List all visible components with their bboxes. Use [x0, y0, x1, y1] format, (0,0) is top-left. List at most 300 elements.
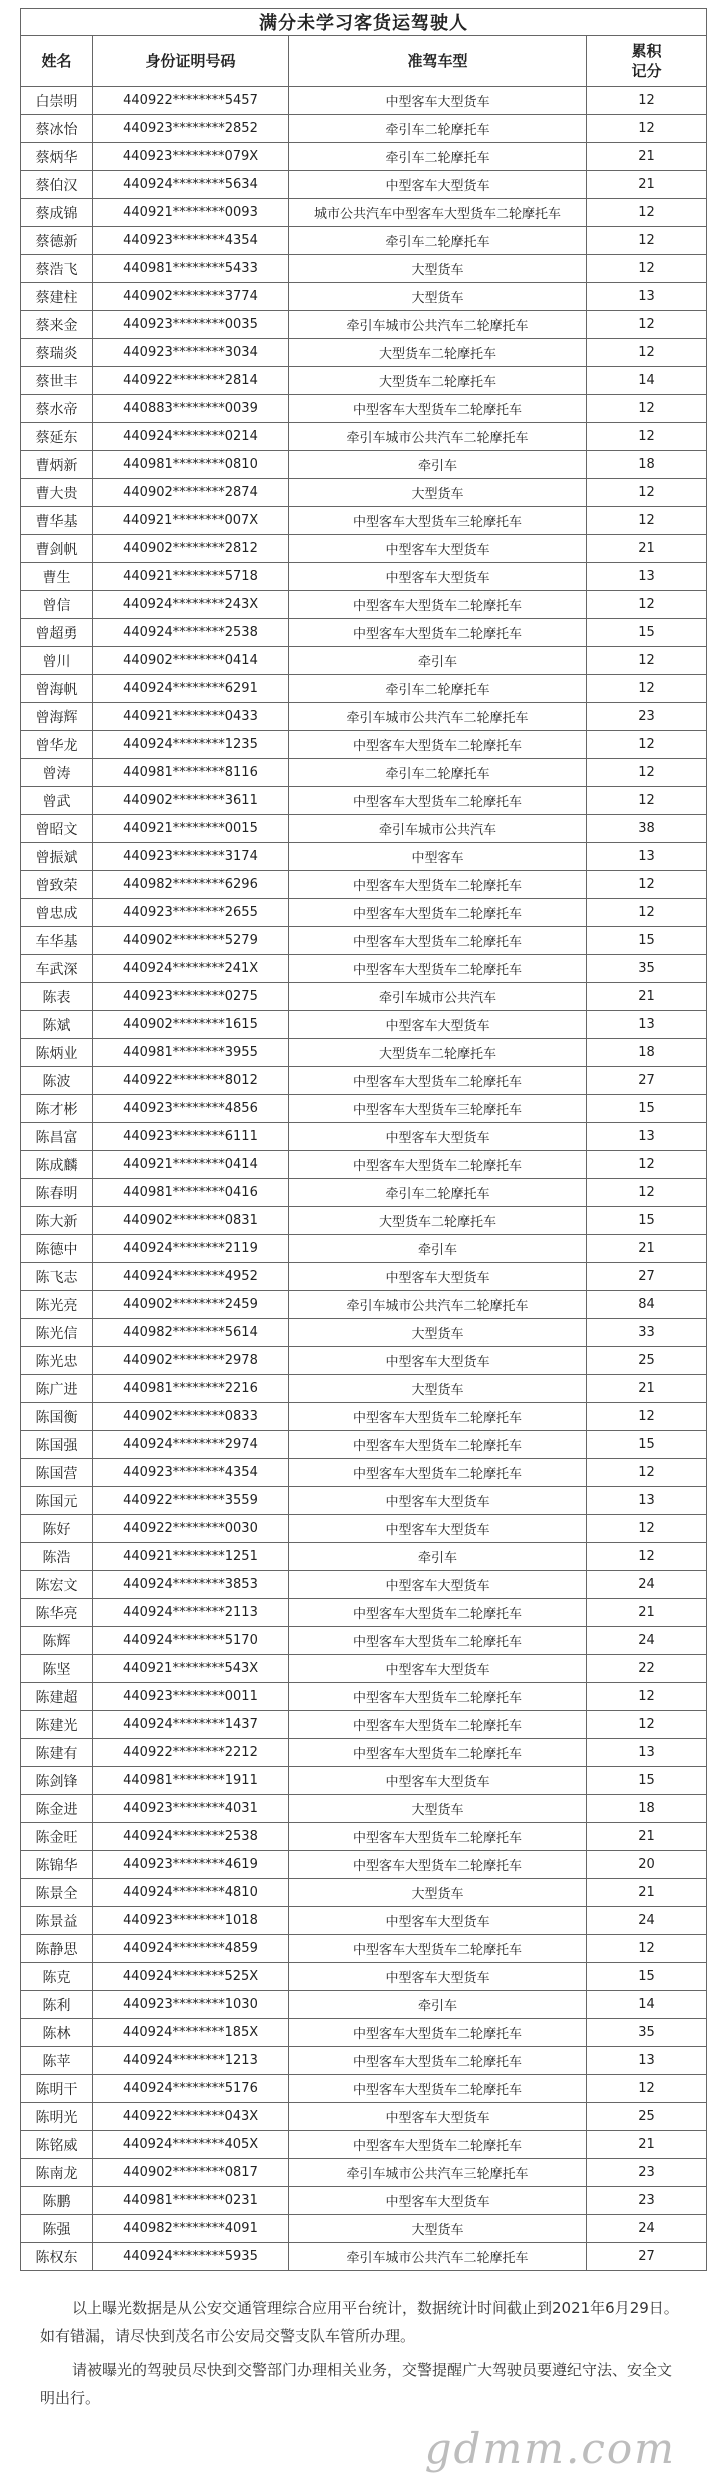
table-row	[21, 1515, 707, 1543]
cell-name: 陈昌富	[21, 1123, 93, 1151]
cell-name: 陈建超	[21, 1683, 93, 1711]
cell-id-number: 440982********6296	[93, 871, 289, 899]
cell-vehicle-class: 中型客车大型货车二轮摩托车	[289, 871, 587, 899]
cell-id-number: 440921********0433	[93, 703, 289, 731]
cell-id-number: 440923********4031	[93, 1795, 289, 1823]
cell-name: 蔡水帝	[21, 395, 93, 423]
table-row	[21, 983, 707, 1011]
cell-id-number: 440924********2538	[93, 619, 289, 647]
cell-vehicle-class: 牵引车二轮摩托车	[289, 143, 587, 171]
cell-points: 20	[587, 1851, 707, 1879]
cell-vehicle-class: 牵引车	[289, 1235, 587, 1263]
cell-points: 84	[587, 1291, 707, 1319]
table-row	[21, 367, 707, 395]
cell-vehicle-class: 牵引车城市公共汽车三轮摩托车	[289, 2159, 587, 2187]
table-row	[21, 1487, 707, 1515]
table-row	[21, 1347, 707, 1375]
cell-points: 12	[587, 759, 707, 787]
cell-vehicle-class: 中型客车大型货车二轮摩托车	[289, 927, 587, 955]
table-row	[21, 591, 707, 619]
cell-points: 13	[587, 1123, 707, 1151]
cell-points: 12	[587, 87, 707, 115]
cell-name: 蔡建柱	[21, 283, 93, 311]
note-data-source: 以上曝光数据是从公安交通管理综合应用平台统计，数据统计时间截止到2021年6月29日。如有错漏，请尽快到茂名市公安局交警支队车管所办理。	[40, 2299, 679, 2345]
cell-id-number: 440902********2459	[93, 1291, 289, 1319]
cell-points: 12	[587, 395, 707, 423]
cell-id-number: 440981********3955	[93, 1039, 289, 1067]
cell-vehicle-class: 中型客车大型货车二轮摩托车	[289, 2019, 587, 2047]
cell-id-number: 440924********1213	[93, 2047, 289, 2075]
table-row	[21, 1627, 707, 1655]
cell-vehicle-class: 中型客车大型货车二轮摩托车	[289, 1459, 587, 1487]
cell-name: 陈炳业	[21, 1039, 93, 1067]
cell-points: 12	[587, 647, 707, 675]
table-row	[21, 927, 707, 955]
cell-id-number: 440922********3559	[93, 1487, 289, 1515]
cell-vehicle-class: 中型客车大型货车二轮摩托车	[289, 2075, 587, 2103]
cell-points: 13	[587, 1739, 707, 1767]
cell-vehicle-class: 中型客车大型货车	[289, 2103, 587, 2131]
cell-vehicle-class: 大型货车二轮摩托车	[289, 1039, 587, 1067]
cell-id-number: 440902********2874	[93, 479, 289, 507]
table-row	[21, 143, 707, 171]
cell-name: 蔡延东	[21, 423, 93, 451]
cell-id-number: 440924********241X	[93, 955, 289, 983]
roster-table	[20, 8, 707, 2271]
cell-points: 12	[587, 1543, 707, 1571]
table-row	[21, 255, 707, 283]
cell-name: 曾超勇	[21, 619, 93, 647]
cell-points: 12	[587, 1711, 707, 1739]
cell-name: 曹生	[21, 563, 93, 591]
cell-vehicle-class: 中型客车大型货车二轮摩托车	[289, 591, 587, 619]
cell-id-number: 440902********1615	[93, 1011, 289, 1039]
cell-name: 陈大新	[21, 1207, 93, 1235]
cell-points: 12	[587, 423, 707, 451]
cell-name: 陈静思	[21, 1935, 93, 1963]
cell-name: 陈斌	[21, 1011, 93, 1039]
cell-points: 12	[587, 871, 707, 899]
table-row	[21, 1711, 707, 1739]
cell-points: 27	[587, 1263, 707, 1291]
cell-points: 12	[587, 227, 707, 255]
cell-points: 13	[587, 2047, 707, 2075]
cell-vehicle-class: 大型货车	[289, 1795, 587, 1823]
cell-name: 陈明干	[21, 2075, 93, 2103]
cell-vehicle-class: 大型货车	[289, 1319, 587, 1347]
cell-name: 曾海辉	[21, 703, 93, 731]
cell-id-number: 440922********043X	[93, 2103, 289, 2131]
cell-name: 曾信	[21, 591, 93, 619]
cell-points: 15	[587, 1767, 707, 1795]
cell-name: 陈华亮	[21, 1599, 93, 1627]
cell-vehicle-class: 中型客车大型货车	[289, 2187, 587, 2215]
cell-id-number: 440921********0414	[93, 1151, 289, 1179]
cell-name: 陈林	[21, 2019, 93, 2047]
cell-points: 15	[587, 927, 707, 955]
cell-points: 12	[587, 731, 707, 759]
cell-id-number: 440924********525X	[93, 1963, 289, 1991]
cell-vehicle-class: 牵引车城市公共汽车二轮摩托车	[289, 1291, 587, 1319]
cell-points: 13	[587, 283, 707, 311]
cell-name: 陈金旺	[21, 1823, 93, 1851]
cell-name: 陈春明	[21, 1179, 93, 1207]
cell-name: 陈宏文	[21, 1571, 93, 1599]
roster-body	[21, 87, 707, 2271]
table-row	[21, 1011, 707, 1039]
table-row	[21, 731, 707, 759]
cell-id-number: 440923********0011	[93, 1683, 289, 1711]
cell-vehicle-class: 大型货车二轮摩托车	[289, 339, 587, 367]
cell-name: 曾致荣	[21, 871, 93, 899]
cell-points: 12	[587, 1403, 707, 1431]
cell-id-number: 440923********6111	[93, 1123, 289, 1151]
cell-vehicle-class: 中型客车大型货车	[289, 1011, 587, 1039]
cell-name: 陈德中	[21, 1235, 93, 1263]
cell-id-number: 440981********2216	[93, 1375, 289, 1403]
cell-vehicle-class: 牵引车城市公共汽车二轮摩托车	[289, 2243, 587, 2271]
cell-vehicle-class: 中型客车大型货车	[289, 87, 587, 115]
cell-vehicle-class: 中型客车大型货车二轮摩托车	[289, 1935, 587, 1963]
table-row	[21, 423, 707, 451]
cell-name: 陈坚	[21, 1655, 93, 1683]
cell-name: 陈景益	[21, 1907, 93, 1935]
cell-id-number: 440924********5634	[93, 171, 289, 199]
cell-points: 25	[587, 1347, 707, 1375]
table-title: 满分未学习客货运驾驶人	[21, 9, 707, 36]
cell-id-number: 440924********2113	[93, 1599, 289, 1627]
table-row	[21, 675, 707, 703]
cell-vehicle-class: 牵引车二轮摩托车	[289, 759, 587, 787]
cell-name: 陈国衡	[21, 1403, 93, 1431]
cell-points: 13	[587, 563, 707, 591]
cell-points: 13	[587, 1011, 707, 1039]
cell-points: 12	[587, 199, 707, 227]
cell-vehicle-class: 中型客车大型货车二轮摩托车	[289, 619, 587, 647]
cell-points: 21	[587, 1823, 707, 1851]
site-watermark: gdmm.com	[424, 2424, 676, 2473]
table-row	[21, 535, 707, 563]
table-row	[21, 1207, 707, 1235]
cell-name: 陈强	[21, 2215, 93, 2243]
cell-id-number: 440902********0414	[93, 647, 289, 675]
table-row	[21, 115, 707, 143]
cell-id-number: 440923********0275	[93, 983, 289, 1011]
cell-vehicle-class: 中型客车大型货车	[289, 535, 587, 563]
table-row	[21, 2215, 707, 2243]
cell-name: 车武深	[21, 955, 93, 983]
cell-name: 曾涛	[21, 759, 93, 787]
table-row	[21, 227, 707, 255]
cell-name: 曾海帆	[21, 675, 93, 703]
cell-vehicle-class: 中型客车大型货车二轮摩托车	[289, 1403, 587, 1431]
cell-id-number: 440924********0214	[93, 423, 289, 451]
cell-name: 陈国强	[21, 1431, 93, 1459]
cell-name: 蔡德新	[21, 227, 93, 255]
cell-name: 陈辉	[21, 1627, 93, 1655]
cell-name: 陈金进	[21, 1795, 93, 1823]
cell-id-number: 440922********8012	[93, 1067, 289, 1095]
cell-name: 蔡浩飞	[21, 255, 93, 283]
cell-vehicle-class: 牵引车城市公共汽车二轮摩托车	[289, 311, 587, 339]
table-row	[21, 1179, 707, 1207]
cell-name: 陈光忠	[21, 1347, 93, 1375]
cell-name: 车华基	[21, 927, 93, 955]
cell-name: 蔡世丰	[21, 367, 93, 395]
table-row	[21, 647, 707, 675]
table-row	[21, 2103, 707, 2131]
cell-points: 21	[587, 1375, 707, 1403]
cell-id-number: 440921********5718	[93, 563, 289, 591]
table-row	[21, 1571, 707, 1599]
cell-id-number: 440921********0093	[93, 199, 289, 227]
cell-vehicle-class: 中型客车大型货车二轮摩托车	[289, 1739, 587, 1767]
cell-vehicle-class: 中型客车大型货车二轮摩托车	[289, 2047, 587, 2075]
cell-vehicle-class: 中型客车大型货车	[289, 1767, 587, 1795]
table-row	[21, 1459, 707, 1487]
cell-vehicle-class: 牵引车城市公共汽车	[289, 983, 587, 1011]
cell-id-number: 440902********0831	[93, 1207, 289, 1235]
cell-id-number: 440924********2119	[93, 1235, 289, 1263]
cell-vehicle-class: 中型客车大型货车	[289, 1571, 587, 1599]
cell-name: 蔡炳华	[21, 143, 93, 171]
cell-points: 14	[587, 367, 707, 395]
cell-name: 蔡来金	[21, 311, 93, 339]
cell-name: 曾振斌	[21, 843, 93, 871]
cell-points: 18	[587, 1039, 707, 1067]
table-row	[21, 395, 707, 423]
table-row	[21, 1851, 707, 1879]
cell-name: 陈表	[21, 983, 93, 1011]
cell-points: 25	[587, 2103, 707, 2131]
cell-points: 12	[587, 787, 707, 815]
cell-points: 24	[587, 1907, 707, 1935]
cell-name: 陈南龙	[21, 2159, 93, 2187]
cell-points: 15	[587, 1095, 707, 1123]
cell-vehicle-class: 中型客车大型货车	[289, 171, 587, 199]
table-row	[21, 339, 707, 367]
cell-points: 21	[587, 2131, 707, 2159]
cell-vehicle-class: 中型客车大型货车	[289, 1907, 587, 1935]
roster-sheet	[20, 8, 706, 2271]
cell-vehicle-class: 中型客车大型货车	[289, 1347, 587, 1375]
table-row	[21, 1067, 707, 1095]
cell-points: 35	[587, 2019, 707, 2047]
cell-vehicle-class: 中型客车大型货车二轮摩托车	[289, 1151, 587, 1179]
table-row	[21, 171, 707, 199]
cell-name: 陈国元	[21, 1487, 93, 1515]
cell-id-number: 440981********0416	[93, 1179, 289, 1207]
cell-points: 12	[587, 115, 707, 143]
table-row	[21, 1235, 707, 1263]
cell-name: 陈权东	[21, 2243, 93, 2271]
cell-vehicle-class: 牵引车城市公共汽车二轮摩托车	[289, 423, 587, 451]
cell-points: 12	[587, 2075, 707, 2103]
table-row	[21, 199, 707, 227]
table-row	[21, 283, 707, 311]
table-row	[21, 1375, 707, 1403]
table-row	[21, 2187, 707, 2215]
cell-points: 15	[587, 1963, 707, 1991]
cell-vehicle-class: 大型货车	[289, 2215, 587, 2243]
cell-id-number: 440922********2814	[93, 367, 289, 395]
cell-name: 曾昭文	[21, 815, 93, 843]
cell-vehicle-class: 大型货车	[289, 255, 587, 283]
cell-points: 12	[587, 1515, 707, 1543]
cell-vehicle-class: 中型客车大型货车	[289, 563, 587, 591]
table-row	[21, 2131, 707, 2159]
cell-id-number: 440923********4619	[93, 1851, 289, 1879]
cell-id-number: 440923********4354	[93, 227, 289, 255]
cell-vehicle-class: 牵引车	[289, 1543, 587, 1571]
cell-vehicle-class: 中型客车大型货车	[289, 1963, 587, 1991]
table-row	[21, 1795, 707, 1823]
cell-points: 23	[587, 703, 707, 731]
notes	[40, 2294, 680, 2418]
cell-points: 23	[587, 2159, 707, 2187]
cell-name: 曾川	[21, 647, 93, 675]
cell-id-number: 440924********3853	[93, 1571, 289, 1599]
cell-points: 12	[587, 255, 707, 283]
cell-name: 陈飞志	[21, 1263, 93, 1291]
cell-points: 12	[587, 1151, 707, 1179]
table-row	[21, 2243, 707, 2271]
cell-vehicle-class: 牵引车二轮摩托车	[289, 227, 587, 255]
table-row	[21, 311, 707, 339]
cell-vehicle-class: 中型客车大型货车二轮摩托车	[289, 1067, 587, 1095]
cell-points: 12	[587, 1459, 707, 1487]
cell-vehicle-class: 牵引车	[289, 1991, 587, 2019]
table-row	[21, 1095, 707, 1123]
cell-id-number: 440902********2812	[93, 535, 289, 563]
cell-name: 曹华基	[21, 507, 93, 535]
table-row	[21, 1655, 707, 1683]
table-row	[21, 1963, 707, 1991]
cell-vehicle-class: 中型客车大型货车二轮摩托车	[289, 1627, 587, 1655]
cell-id-number: 440921********543X	[93, 1655, 289, 1683]
cell-points: 12	[587, 479, 707, 507]
cell-id-number: 440883********0039	[93, 395, 289, 423]
table-row	[21, 1431, 707, 1459]
cell-points: 18	[587, 451, 707, 479]
cell-id-number: 440923********2852	[93, 115, 289, 143]
cell-points: 15	[587, 1431, 707, 1459]
table-row	[21, 563, 707, 591]
cell-points: 21	[587, 1235, 707, 1263]
col-header-name: 姓名	[21, 36, 93, 87]
cell-id-number: 440924********2974	[93, 1431, 289, 1459]
cell-id-number: 440923********4856	[93, 1095, 289, 1123]
cell-name: 陈铭威	[21, 2131, 93, 2159]
cell-points: 27	[587, 2243, 707, 2271]
table-row	[21, 1263, 707, 1291]
cell-name: 陈克	[21, 1963, 93, 1991]
cell-id-number: 440923********079X	[93, 143, 289, 171]
col-header-vehicle: 准驾车型	[289, 36, 587, 87]
cell-name: 蔡伯汉	[21, 171, 93, 199]
cell-vehicle-class: 大型货车	[289, 479, 587, 507]
col-header-points: 累积记分	[587, 36, 707, 87]
cell-vehicle-class: 大型货车	[289, 1879, 587, 1907]
cell-points: 24	[587, 2215, 707, 2243]
cell-vehicle-class: 牵引车二轮摩托车	[289, 1179, 587, 1207]
cell-name: 陈光信	[21, 1319, 93, 1347]
cell-vehicle-class: 大型货车	[289, 1375, 587, 1403]
cell-id-number: 440924********4952	[93, 1263, 289, 1291]
cell-points: 12	[587, 1683, 707, 1711]
cell-points: 14	[587, 1991, 707, 2019]
cell-points: 18	[587, 1795, 707, 1823]
cell-id-number: 440921********007X	[93, 507, 289, 535]
cell-points: 15	[587, 1207, 707, 1235]
cell-vehicle-class: 中型客车大型货车二轮摩托车	[289, 899, 587, 927]
cell-vehicle-class: 牵引车二轮摩托车	[289, 115, 587, 143]
cell-id-number: 440902********0833	[93, 1403, 289, 1431]
cell-id-number: 440981********0810	[93, 451, 289, 479]
table-row	[21, 479, 707, 507]
table-row	[21, 619, 707, 647]
cell-name: 陈建有	[21, 1739, 93, 1767]
cell-points: 21	[587, 1879, 707, 1907]
col-header-id: 身份证明号码	[93, 36, 289, 87]
cell-vehicle-class: 中型客车大型货车三轮摩托车	[289, 507, 587, 535]
table-row	[21, 955, 707, 983]
cell-name: 曾忠成	[21, 899, 93, 927]
cell-vehicle-class: 牵引车城市公共汽车二轮摩托车	[289, 703, 587, 731]
cell-id-number: 440923********1030	[93, 1991, 289, 2019]
cell-name: 陈浩	[21, 1543, 93, 1571]
cell-id-number: 440902********5279	[93, 927, 289, 955]
cell-vehicle-class: 中型客车大型货车二轮摩托车	[289, 1711, 587, 1739]
cell-name: 陈光亮	[21, 1291, 93, 1319]
cell-id-number: 440924********5176	[93, 2075, 289, 2103]
cell-points: 12	[587, 311, 707, 339]
cell-vehicle-class: 牵引车城市公共汽车	[289, 815, 587, 843]
cell-points: 21	[587, 983, 707, 1011]
cell-vehicle-class: 中型客车大型货车二轮摩托车	[289, 731, 587, 759]
cell-points: 13	[587, 843, 707, 871]
cell-id-number: 440924********243X	[93, 591, 289, 619]
cell-points: 35	[587, 955, 707, 983]
cell-name: 曾华龙	[21, 731, 93, 759]
cell-id-number: 440924********5935	[93, 2243, 289, 2271]
cell-vehicle-class: 中型客车大型货车二轮摩托车	[289, 1851, 587, 1879]
cell-vehicle-class: 中型客车大型货车	[289, 1123, 587, 1151]
cell-name: 蔡冰怡	[21, 115, 93, 143]
cell-points: 15	[587, 619, 707, 647]
cell-points: 27	[587, 1067, 707, 1095]
cell-vehicle-class: 中型客车大型货车	[289, 1263, 587, 1291]
cell-name: 陈苹	[21, 2047, 93, 2075]
table-row	[21, 1739, 707, 1767]
cell-id-number: 440981********5433	[93, 255, 289, 283]
cell-name: 陈剑锋	[21, 1767, 93, 1795]
cell-name: 陈成麟	[21, 1151, 93, 1179]
cell-id-number: 440981********1911	[93, 1767, 289, 1795]
cell-points: 12	[587, 899, 707, 927]
cell-points: 21	[587, 535, 707, 563]
cell-points: 33	[587, 1319, 707, 1347]
cell-name: 陈建光	[21, 1711, 93, 1739]
cell-id-number: 440924********1437	[93, 1711, 289, 1739]
table-row	[21, 1767, 707, 1795]
table-row	[21, 1935, 707, 1963]
table-row	[21, 759, 707, 787]
table-row	[21, 871, 707, 899]
cell-name: 陈国营	[21, 1459, 93, 1487]
note-reminder: 请被曝光的驾驶员尽快到交警部门办理相关业务，交警提醒广大驾驶员要遵纪守法、安全文明出行。	[40, 2361, 673, 2407]
table-row	[21, 1823, 707, 1851]
